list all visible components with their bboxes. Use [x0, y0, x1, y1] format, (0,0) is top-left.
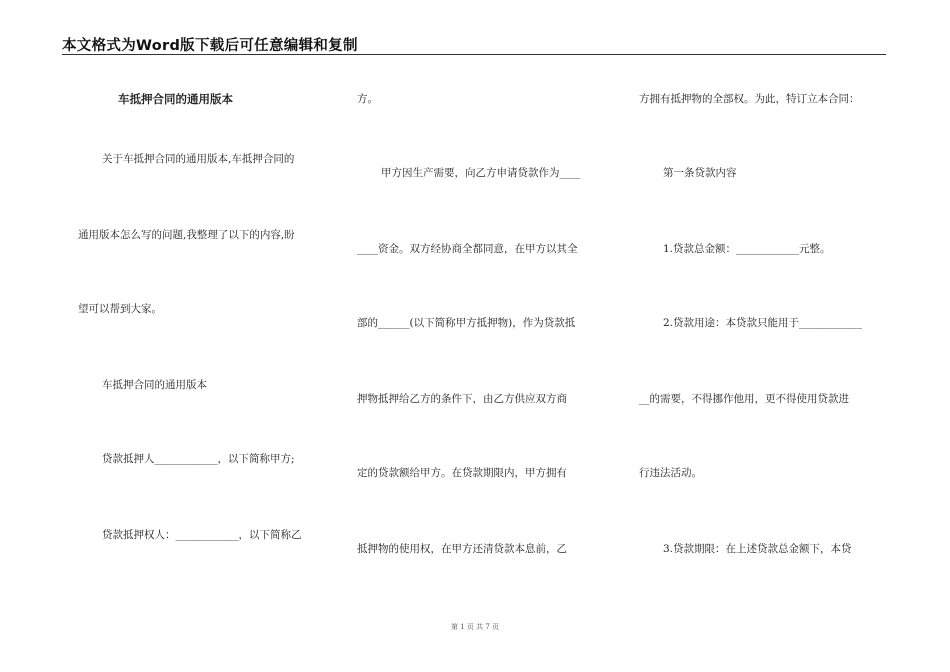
- paragraph-line: 部的______(以下简称甲方抵押物)，作为贷款抵: [357, 317, 576, 329]
- paragraph-line: 甲方因生产需要，向乙方申请贷款作为____: [381, 167, 581, 179]
- paragraph-line: ____资金。双方经协商全都同意，在甲方以其全: [357, 243, 578, 255]
- paragraph-line: 望可以帮到大家。: [78, 303, 162, 315]
- paragraph-line: 1.贷款总金额：____________元整。: [663, 243, 831, 255]
- page-header-title: 本文格式为Word版下载后可任意编辑和复制: [62, 38, 358, 54]
- paragraph-line: 贷款抵押人____________，以下简称甲方;: [102, 453, 295, 465]
- paragraph-line: 抵押物的使用权，在甲方还清贷款本息前，乙: [357, 543, 567, 555]
- paragraph-line: 方拥有抵押物的全部权。为此，特订立本合同：: [639, 93, 860, 105]
- document-title: 车抵押合同的通用版本: [118, 92, 233, 106]
- paragraph-line: 方。: [357, 93, 378, 105]
- paragraph-line: 3.贷款期限：在上述贷款总金额下，本贷: [663, 543, 852, 555]
- paragraph-line: 贷款抵押权人：____________，以下简称乙: [102, 529, 302, 541]
- paragraph-line: 关于车抵押合同的通用版本,车抵押合同的: [102, 153, 295, 165]
- paragraph-line: 2.贷款用途：本贷款只能用于____________: [663, 317, 863, 329]
- paragraph-line: __的需要，不得挪作他用，更不得使用贷款进: [639, 393, 849, 405]
- paragraph-line: 通用版本怎么写的问题,我整理了以下的内容,盼: [78, 229, 295, 241]
- paragraph-line: 押物抵押给乙方的条件下，由乙方供应双方商: [357, 393, 567, 405]
- paragraph-line: 定的贷款额给甲方。在贷款期限内，甲方拥有: [357, 467, 567, 479]
- section-heading: 第一条贷款内容: [663, 167, 737, 179]
- header-divider: [62, 54, 886, 55]
- page-number: 第 1 页 共 7 页: [450, 623, 500, 631]
- paragraph-line: 行违法活动。: [639, 467, 702, 479]
- section-heading: 车抵押合同的通用版本: [102, 379, 207, 391]
